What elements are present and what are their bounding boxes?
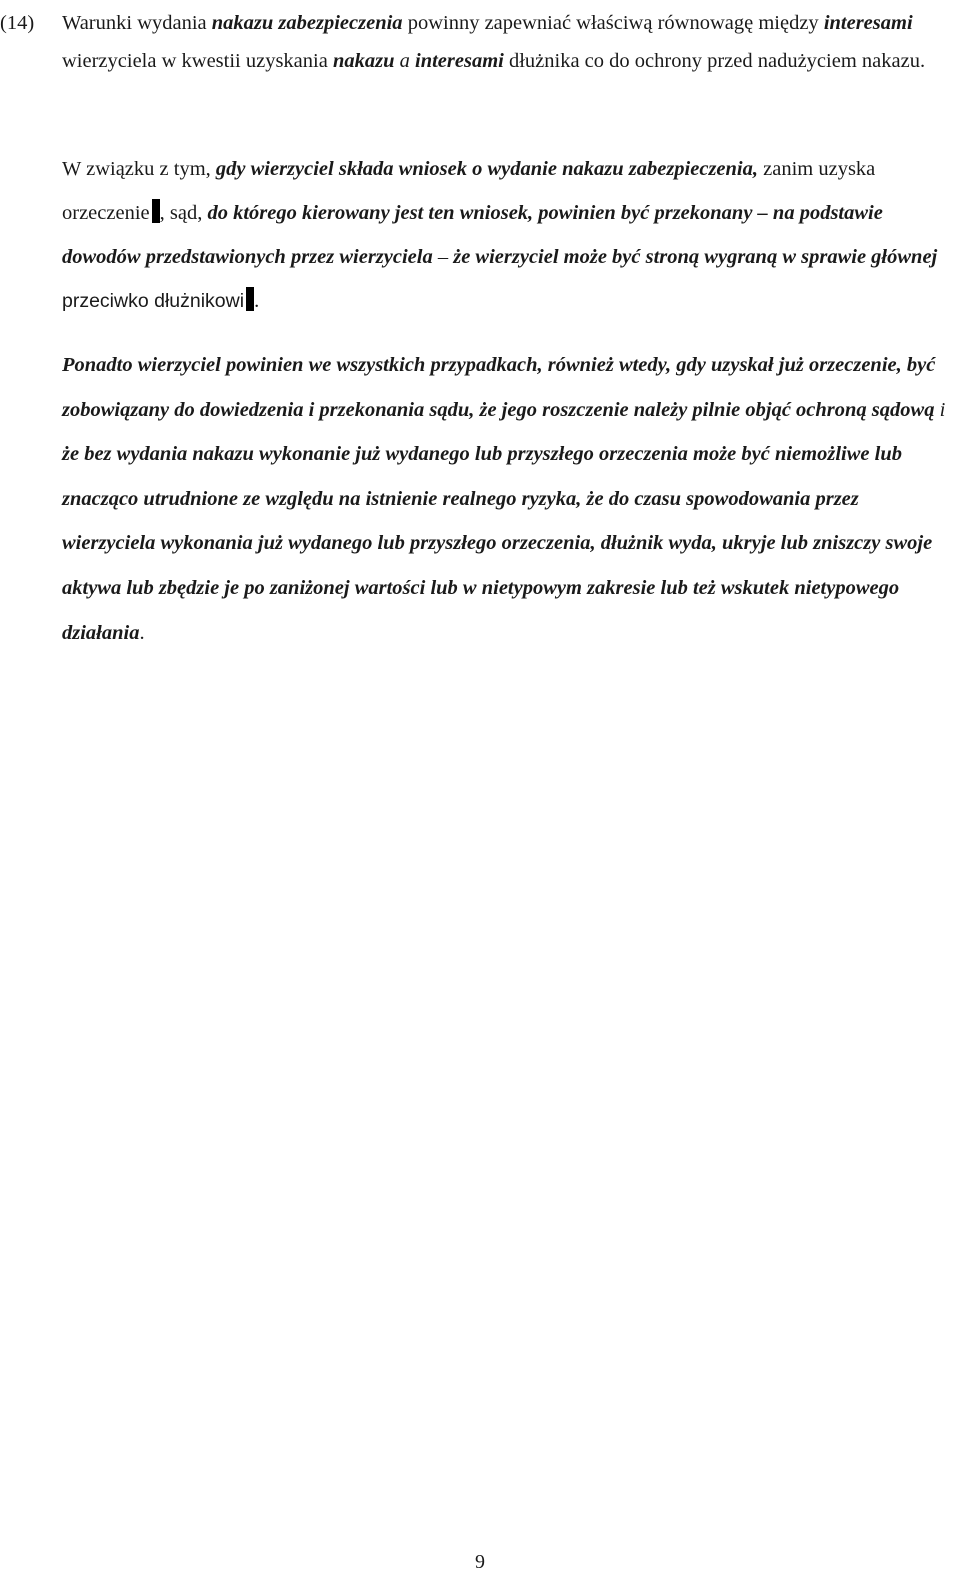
text-run-emphasis: do którego kierowany jest ten wniosek, powinien być przekonany – na podstawie dowodów przedstawionych przez wierzyciela xyxy=(62,202,883,268)
text-run: Warunki wydania xyxy=(62,12,212,34)
text-run: . xyxy=(254,290,260,312)
text-run: zanim uzyska orzeczenie xyxy=(62,158,876,224)
text-run-emphasis: interesami xyxy=(415,50,504,72)
text-run: dłużnika co do ochrony przed nadużyciem nakazu. xyxy=(503,50,926,72)
text-run: , sąd, xyxy=(159,202,208,224)
text-run-emphasis: nakazu xyxy=(332,50,395,72)
redaction-mark xyxy=(152,199,160,223)
text-run-emphasis: gdy wierzyciel składa wniosek o wydanie nakazu zabezpieczenia, xyxy=(215,158,758,180)
paragraph-balance-of-interests xyxy=(62,4,952,80)
text-run-emphasis: że bez wydania nakazu wykonanie już wydanego lub przyszłego orzeczenia może być niemożliwe lub znacząco utrudnione ze względu na istnienie realnego ryzyka, że do czasu spowodowania przez wierzyciela wykonania już wydanego lub przyszłego orzeczenia, dłużnik wyda, ukryje lub zniszczy swoje aktywa lub zbędzie je po zaniżonej wartości lub w nietypowym zakresie lub też wskutek nietypowego działania xyxy=(62,443,933,644)
page-number: 9 xyxy=(475,1551,485,1573)
text-run: wierzyciela w kwestii uzyskania xyxy=(62,50,333,72)
text-run-emphasis: że wierzyciel może być stroną wygraną w sprawie głównej xyxy=(453,246,938,268)
text-run-italic: – xyxy=(432,246,454,268)
text-run: W związku z tym, xyxy=(62,158,216,180)
paragraph-creditor-application xyxy=(62,147,952,323)
paragraph-urgency-and-risk xyxy=(62,343,952,655)
text-run: . xyxy=(139,621,145,644)
redaction-mark xyxy=(246,287,254,311)
text-run-emphasis: Ponadto wierzyciel powinien we wszystkich przypadkach, również wtedy, gdy uzyskał już orzeczenie, być zobowiązany do dowiedzenia i przekonania sądu, że jego roszczenie należy pilnie objąć ochroną sądową xyxy=(62,354,936,421)
text-run-sans: przeciwko dłużnikowi xyxy=(62,290,245,312)
text-run-italic: i xyxy=(934,398,946,421)
text-run-italic: a xyxy=(394,50,415,72)
recital-number: (14) xyxy=(0,12,35,34)
text-run-emphasis: nakazu zabezpieczenia xyxy=(211,12,403,34)
text-run: powinny zapewniać właściwą równowagę między xyxy=(402,12,824,34)
text-run-emphasis: interesami xyxy=(823,12,913,34)
